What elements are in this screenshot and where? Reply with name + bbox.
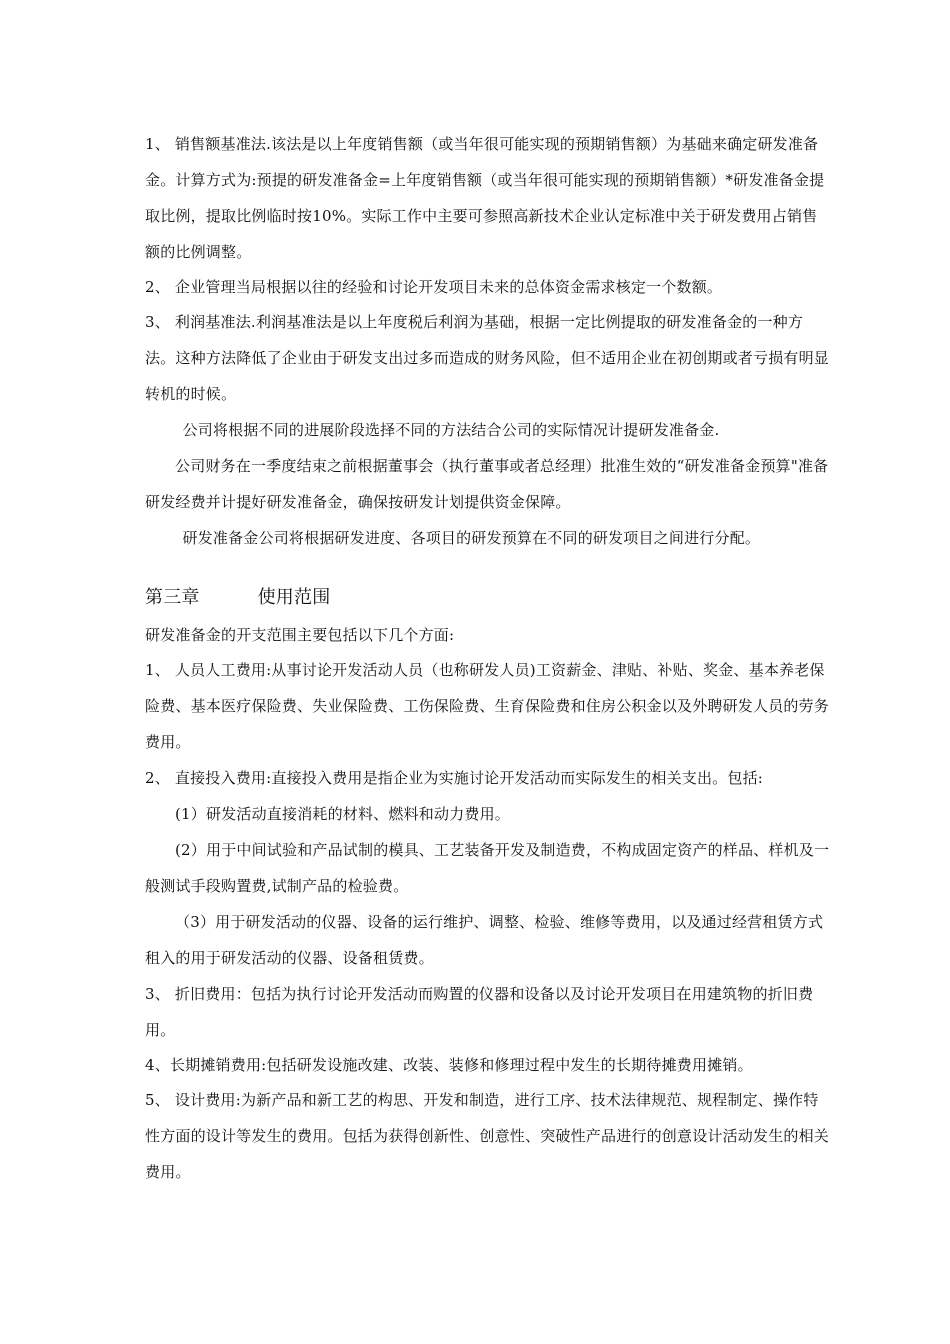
paragraph-sales-benchmark: 1、 销售额基准法.该法是以上年度销售额（或当年很可能实现的预期销售额）为基础来确定研发准备金。计算方式为:预提的研发准备金=上年度销售额（或当年很可能实现的预期销售额）*研发准备金提取比例，提取比例临时按10%。实际工作中主要可参照高新技术企业认定标准中关于研发费用占销售额的比例调整。 bbox=[145, 135, 825, 261]
paragraph-depreciation: 3、 折旧费用：包括为执行讨论开发活动而购置的仪器和设备以及讨论开发项目在用建筑物的折旧费用。 bbox=[145, 985, 814, 1039]
paragraph-direct-input-item-3: （3）用于研发活动的仪器、设备的运行维护、调整、检验、维修等费用，以及通过经营租赁方式租入的用于研发活动的仪器、设备租赁费。 bbox=[145, 913, 824, 967]
paragraph-direct-input-item-2: (2）用于中间试验和产品试制的模具、工艺装备开发及制造费，不构成固定资产的样品、样机及一般测试手段购置费,试制产品的检验费。 bbox=[145, 841, 830, 895]
chapter-heading bbox=[145, 584, 830, 612]
paragraph-profit-benchmark: 3、 利润基准法.利润基准法是以上年度税后利润为基础，根据一定比例提取的研发准备金的一种方法。这种方法降低了企业由于研发支出过多而造成的财务风险，但不适用企业在初创期或者亏损有明显转机的时候。 bbox=[145, 313, 830, 403]
paragraph-management-estimate: 2、 企业管理当局根据以往的经验和讨论开发项目未来的总体资金需求核定一个数额。 bbox=[145, 278, 723, 296]
paragraph-personnel-costs: 1、 人员人工费用:从事讨论开发活动人员（也称研发人员)工资薪金、津贴、补贴、奖金、基本养老保险费、基本医疗保险费、失业保险费、工伤保险费、生育保险费和住房公积金以及外聘研发人员的劳务费用。 bbox=[145, 661, 830, 751]
chapter-number: 第三章 bbox=[145, 587, 200, 608]
paragraph-method-selection: 公司将根据不同的进展阶段选择不同的方法结合公司的实际情况计提研发准备金. bbox=[182, 421, 720, 439]
paragraph-scope-intro: 研发准备金的开支范围主要包括以下几个方面: bbox=[145, 626, 455, 644]
chapter-title: 使用范围 bbox=[257, 587, 331, 608]
paragraph-allocation: 研发准备金公司将根据研发进度、各项目的研发预算在不同的研发项目之间进行分配。 bbox=[182, 529, 761, 547]
paragraph-direct-input-item-1: (1）研发活动直接消耗的材料、燃料和动力费用。 bbox=[175, 805, 510, 823]
paragraph-design-costs: 5、 设计费用:为新产品和新工艺的构思、开发和制造，进行工序、技术法律规范、规程制定、操作特性方面的设计等发生的费用。包括为获得创新性、创意性、突破性产品进行的创意设计活动发生的相关费用。 bbox=[145, 1091, 830, 1181]
paragraph-finance-approval: 公司财务在一季度结束之前根据董事会（执行董事或者总经理）批准生效的“研发准备金预算"准备研发经费并计提好研发准备金，确保按研发计划提供资金保障。 bbox=[145, 457, 829, 511]
paragraph-direct-input: 2、 直接投入费用:直接投入费用是指企业为实施讨论开发活动而实际发生的相关支出。包括: bbox=[145, 769, 764, 787]
document-body bbox=[145, 126, 830, 1190]
paragraph-amortization: 4、长期摊销费用:包括研发设施改建、改装、装修和修理过程中发生的长期待摊费用摊销。 bbox=[145, 1056, 753, 1074]
